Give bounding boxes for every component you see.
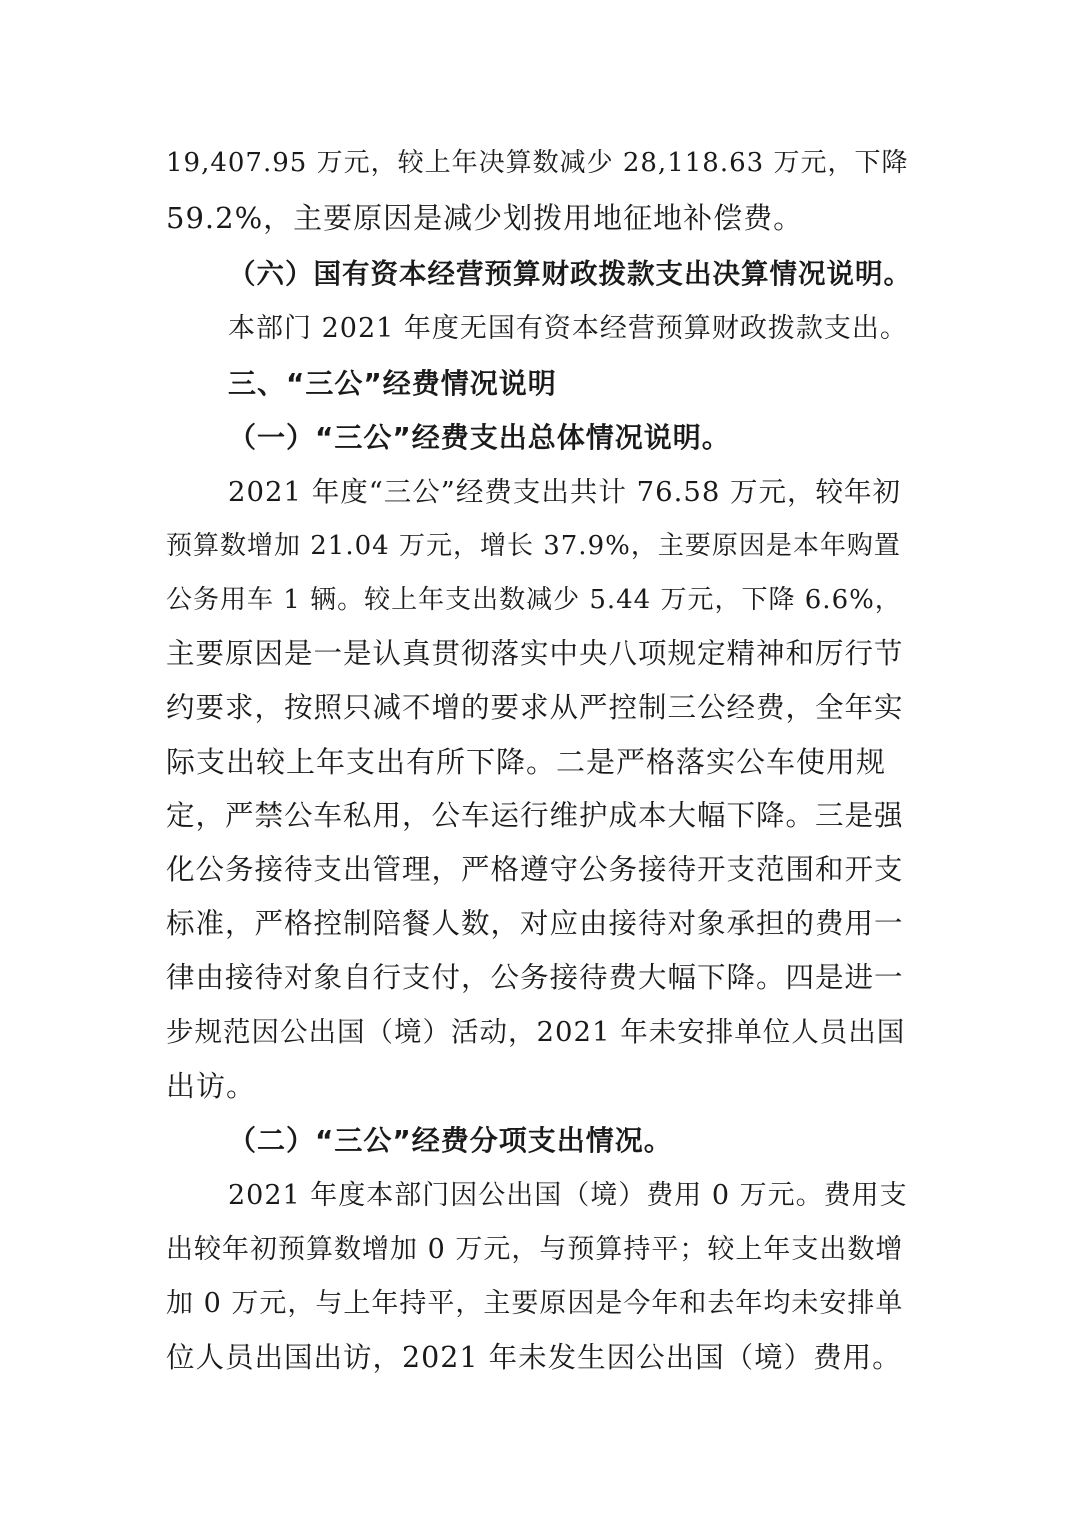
- body-text-line: 2021 年度本部门因公出国（境）费用 0 万元。费用支: [228, 1180, 908, 1211]
- body-text-line: 际支出较上年支出有所下降。二是严格落实公车使用规: [166, 745, 887, 779]
- body-text-line: 出较年初预算数增加 0 万元，与预算持平；较上年支出数增: [166, 1234, 904, 1265]
- body-text-line: 公务用车 1 辆。较上年支出数减少 5.44 万元，下降 6.6%，: [166, 585, 902, 615]
- body-text-line: 19,407.95 万元，较上年决算数减少 28,118.63 万元，下降: [166, 148, 909, 178]
- chapter-heading: 三、“三公”经费情况说明: [228, 367, 557, 400]
- body-text-line: 59.2%，主要原因是减少划拨用地征地补偿费。: [166, 201, 804, 235]
- body-text-line: 位人员出国出访，2021 年未发生因公出国（境）费用。: [166, 1341, 902, 1374]
- body-text-line: 2021 年度“三公”经费支出共计 76.58 万元，较年初: [228, 476, 902, 508]
- body-text-line: 本部门 2021 年度无国有资本经营预算财政拨款支出。: [228, 313, 908, 344]
- body-text-line: 出访。: [166, 1069, 257, 1103]
- body-text-line: 加 0 万元，与上年持平，主要原因是今年和去年均未安排单: [166, 1288, 904, 1319]
- section-heading: （六）国有资本经营预算财政拨款支出决算情况说明。: [228, 258, 912, 290]
- body-text-line: 约要求，按照只减不增的要求从严控制三公经费，全年实: [166, 691, 904, 724]
- body-text-line: 预算数增加 21.04 万元，增长 37.9%，主要原因是本年购置: [166, 531, 901, 561]
- body-text-line: 主要原因是一是认真贯彻落实中央八项规定精神和厉行节: [166, 637, 904, 670]
- body-text-line: 标准，严格控制陪餐人数，对应由接待对象承担的费用一: [166, 907, 904, 940]
- body-text-line: 定，严禁公车私用，公车运行维护成本大幅下降。三是强: [166, 799, 904, 832]
- body-text-line: 化公务接待支出管理，严格遵守公务接待开支范围和开支: [166, 853, 904, 886]
- section-heading: （一）“三公”经费支出总体情况说明。: [228, 421, 731, 454]
- body-text-line: 步规范因公出国（境）活动，2021 年未安排单位人员出国: [166, 1016, 906, 1048]
- body-text-line: 律由接待对象自行支付，公务接待费大幅下降。四是进一: [166, 961, 904, 994]
- section-heading: （二）“三公”经费分项支出情况。: [228, 1124, 673, 1157]
